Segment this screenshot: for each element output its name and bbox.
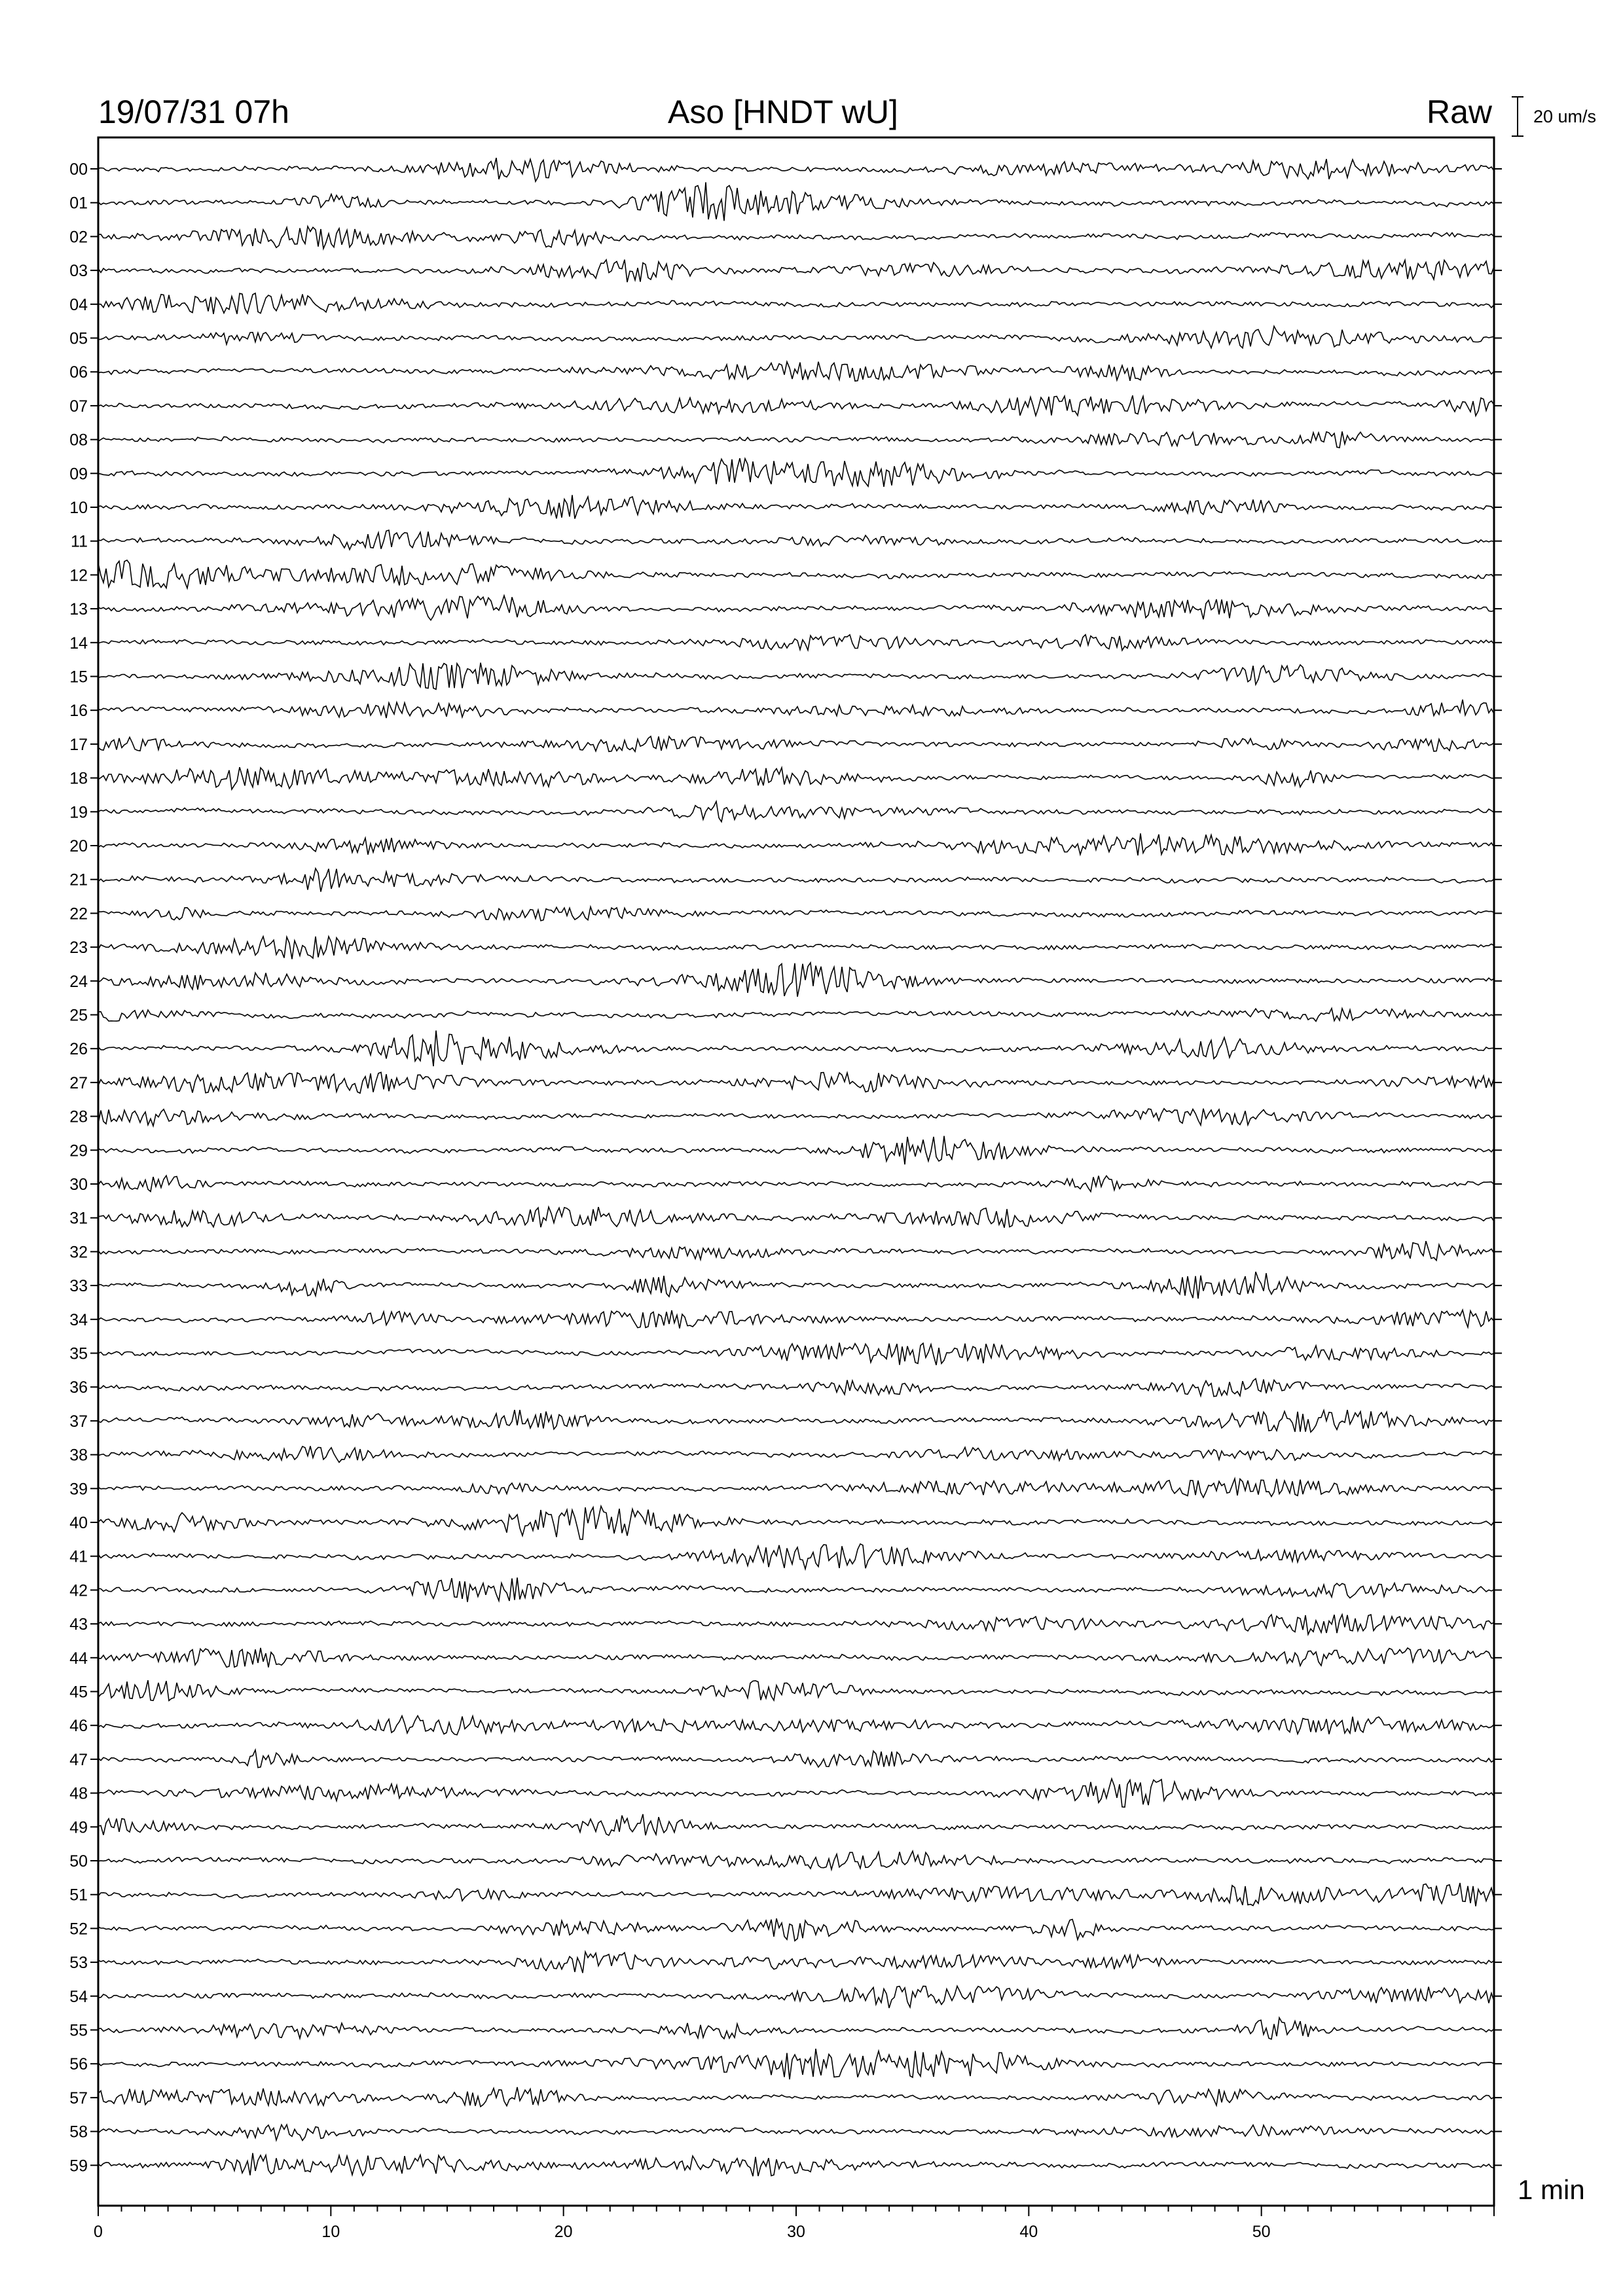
row-label: 53 [69, 1954, 88, 1973]
trace-row [69, 767, 1502, 789]
row-label: 45 [69, 1683, 88, 1702]
seismic-trace [98, 1241, 1494, 1261]
trace-row [71, 530, 1502, 551]
row-label: 17 [69, 735, 88, 754]
trace-row [69, 596, 1502, 620]
row-label: 57 [69, 2089, 88, 2108]
trace-row [69, 495, 1502, 518]
row-label: 22 [69, 905, 88, 924]
seismic-trace [98, 1378, 1494, 1396]
trace-row [69, 1207, 1502, 1228]
row-label: 46 [69, 1717, 88, 1736]
seismic-trace [98, 802, 1494, 822]
trace-row [69, 1648, 1502, 1668]
trace-row [69, 1479, 1502, 1498]
trace-row [69, 1007, 1502, 1025]
row-label: 47 [69, 1750, 88, 1769]
seismic-trace [98, 1715, 1494, 1734]
row-label: 16 [69, 702, 88, 721]
trace-row [69, 1577, 1502, 1602]
seismic-trace [98, 869, 1494, 892]
trace-row [69, 2049, 1502, 2079]
row-label: 42 [69, 1581, 88, 1600]
seismic-trace [98, 1310, 1494, 1329]
seismic-trace [98, 226, 1494, 249]
trace-row [69, 905, 1502, 923]
trace-row [69, 1175, 1502, 1194]
row-label: 34 [69, 1310, 88, 1329]
seismic-trace [98, 495, 1494, 518]
row-label: 02 [69, 228, 88, 247]
seismic-trace [98, 1009, 1494, 1022]
seismic-trace [98, 907, 1494, 921]
row-label: 35 [69, 1344, 88, 1363]
row-label: 05 [69, 329, 88, 348]
row-label: 54 [69, 1987, 88, 2006]
trace-row [69, 1779, 1502, 1807]
trace-row [69, 293, 1502, 314]
seismic-trace [98, 260, 1494, 282]
trace-row [69, 2018, 1502, 2040]
trace-row [69, 1446, 1502, 1464]
row-label: 11 [71, 532, 88, 551]
row-label: 29 [69, 1141, 88, 1160]
row-label: 28 [69, 1107, 88, 1126]
row-label: 58 [69, 2123, 88, 2142]
trace-row [69, 1918, 1502, 1941]
trace-row [69, 1506, 1502, 1539]
seismic-trace [98, 700, 1494, 718]
row-label: 51 [69, 1886, 88, 1905]
trace-row [69, 1136, 1502, 1165]
trace-row [69, 1310, 1502, 1329]
row-label: 01 [69, 194, 88, 213]
trace-row [69, 802, 1502, 822]
header-station-title: Aso [HNDT wU] [668, 94, 898, 130]
seismic-trace [98, 1814, 1494, 1835]
row-label: 12 [69, 566, 88, 585]
amplitude-scale-label: 20 um/s [1533, 107, 1597, 126]
trace-row [69, 2087, 1502, 2108]
seismic-trace [98, 1207, 1494, 1228]
seismic-trace [98, 1577, 1494, 1602]
trace-row [69, 362, 1502, 382]
trace-row [69, 937, 1502, 960]
seismic-trace [98, 458, 1494, 487]
row-label: 00 [69, 160, 88, 179]
trace-row [69, 1952, 1502, 1973]
seismic-trace [98, 1851, 1494, 1869]
seismic-trace [98, 1952, 1494, 1973]
seismic-trace [98, 1136, 1494, 1165]
row-label: 33 [69, 1277, 88, 1296]
trace-row [69, 1072, 1502, 1093]
seismic-trace [98, 1883, 1494, 1907]
trace-row [69, 431, 1502, 450]
trace-row [69, 1680, 1502, 1701]
trace-row [69, 182, 1502, 221]
seismic-trace [98, 1750, 1494, 1768]
row-label: 32 [69, 1243, 88, 1262]
header-date: 19/07/31 07h [98, 94, 289, 130]
row-label: 14 [69, 634, 88, 653]
seismic-trace [98, 1072, 1494, 1093]
trace-row [69, 1715, 1502, 1735]
seismic-trace [98, 1410, 1494, 1432]
row-label: 52 [69, 1920, 88, 1939]
trace-row [69, 560, 1502, 588]
trace-row [69, 458, 1502, 487]
row-label: 03 [69, 262, 88, 281]
row-label: 09 [69, 465, 88, 484]
seismic-trace [98, 1506, 1494, 1539]
trace-row [69, 326, 1502, 348]
seismic-trace [98, 1544, 1494, 1569]
seismic-trace [98, 182, 1494, 221]
seismic-trace [98, 767, 1494, 789]
row-label: 56 [69, 2055, 88, 2074]
trace-row [69, 1750, 1502, 1769]
seismic-trace [98, 2018, 1494, 2039]
trace-row [69, 833, 1502, 855]
row-label: 07 [69, 397, 88, 416]
trace-row [69, 963, 1502, 997]
x-unit-label: 1 min [1518, 2174, 1585, 2205]
row-label: 37 [69, 1412, 88, 1431]
seismic-trace [98, 362, 1494, 382]
seismic-trace [98, 1343, 1494, 1365]
seismic-trace [98, 1479, 1494, 1498]
seismic-trace [98, 1109, 1494, 1126]
trace-row [69, 700, 1502, 720]
row-label: 40 [69, 1514, 88, 1532]
trace-row [69, 736, 1502, 754]
trace-row [69, 1851, 1502, 1871]
row-label: 08 [69, 431, 88, 450]
seismic-trace [98, 1918, 1494, 1941]
row-label: 31 [69, 1209, 88, 1228]
row-label: 30 [69, 1175, 88, 1194]
trace-row [69, 634, 1502, 653]
seismic-trace [98, 937, 1494, 960]
row-label: 59 [69, 2157, 88, 2176]
seismic-trace [98, 560, 1494, 588]
seismic-trace [98, 2087, 1494, 2107]
x-tick-label: 30 [787, 2223, 805, 2241]
seismic-trace [98, 1272, 1494, 1299]
trace-row [69, 1883, 1502, 1907]
row-label: 19 [69, 803, 88, 822]
trace-row [69, 226, 1502, 249]
x-tick-label: 10 [321, 2223, 340, 2241]
seismic-trace [98, 2049, 1494, 2079]
row-label: 13 [69, 600, 88, 619]
row-label: 21 [69, 870, 88, 889]
seismic-trace [98, 293, 1494, 314]
row-label: 18 [69, 769, 88, 788]
seismic-trace [98, 326, 1494, 348]
seismic-trace [98, 1680, 1494, 1700]
trace-row [69, 1378, 1502, 1397]
seismic-trace [98, 1615, 1494, 1634]
row-label: 39 [69, 1480, 88, 1499]
trace-row [69, 1343, 1502, 1365]
trace-row [69, 1410, 1502, 1432]
row-label: 25 [69, 1006, 88, 1025]
trace-row [69, 1031, 1502, 1067]
row-label: 38 [69, 1446, 88, 1465]
row-label: 55 [69, 2021, 88, 2040]
seismic-trace [98, 1446, 1494, 1462]
row-label: 26 [69, 1040, 88, 1059]
seismic-trace [98, 158, 1494, 181]
trace-row [69, 663, 1502, 690]
seismic-trace [98, 431, 1494, 448]
seismic-trace [98, 1648, 1494, 1668]
row-label: 06 [69, 363, 88, 382]
row-label: 27 [69, 1073, 88, 1092]
x-tick-label: 50 [1252, 2223, 1271, 2241]
row-label: 20 [69, 837, 88, 855]
seismic-trace [98, 736, 1494, 751]
row-label: 04 [69, 295, 88, 314]
seismic-trace [98, 395, 1494, 416]
seismic-trace [98, 663, 1494, 690]
row-label: 24 [69, 972, 88, 991]
seismic-trace [98, 1779, 1494, 1807]
trace-row [69, 1544, 1502, 1569]
row-label: 41 [69, 1547, 88, 1566]
trace-row [69, 1986, 1502, 2008]
x-tick-label: 40 [1019, 2223, 1038, 2241]
seismic-trace [98, 530, 1494, 550]
row-label: 10 [69, 499, 88, 517]
trace-row [69, 1615, 1502, 1634]
trace-row [69, 1814, 1502, 1837]
x-tick-label: 0 [94, 2223, 103, 2241]
trace-row [69, 869, 1502, 892]
seismic-trace [98, 596, 1494, 620]
row-label: 36 [69, 1378, 88, 1397]
trace-row [69, 2123, 1502, 2142]
seismic-trace [98, 2153, 1494, 2176]
seismic-trace [98, 2125, 1494, 2140]
seismic-trace [98, 1986, 1494, 2008]
row-label: 15 [69, 668, 88, 687]
row-label: 44 [69, 1649, 88, 1668]
trace-row [69, 260, 1502, 282]
trace-row [69, 158, 1502, 181]
seismic-trace [98, 963, 1494, 997]
trace-row [69, 1241, 1502, 1261]
trace-row [69, 1272, 1502, 1299]
row-label: 48 [69, 1784, 88, 1803]
row-label: 43 [69, 1615, 88, 1634]
seismic-trace [98, 833, 1494, 855]
row-label: 50 [69, 1852, 88, 1871]
seismic-trace [98, 1175, 1494, 1191]
row-label: 23 [69, 939, 88, 958]
seismic-trace [98, 1031, 1494, 1067]
trace-row [69, 1108, 1502, 1126]
seismic-trace [98, 635, 1494, 651]
row-label: 49 [69, 1818, 88, 1837]
trace-row [69, 395, 1502, 416]
x-tick-label: 20 [554, 2223, 573, 2241]
trace-row [69, 2153, 1502, 2176]
header-mode: Raw [1426, 94, 1492, 130]
